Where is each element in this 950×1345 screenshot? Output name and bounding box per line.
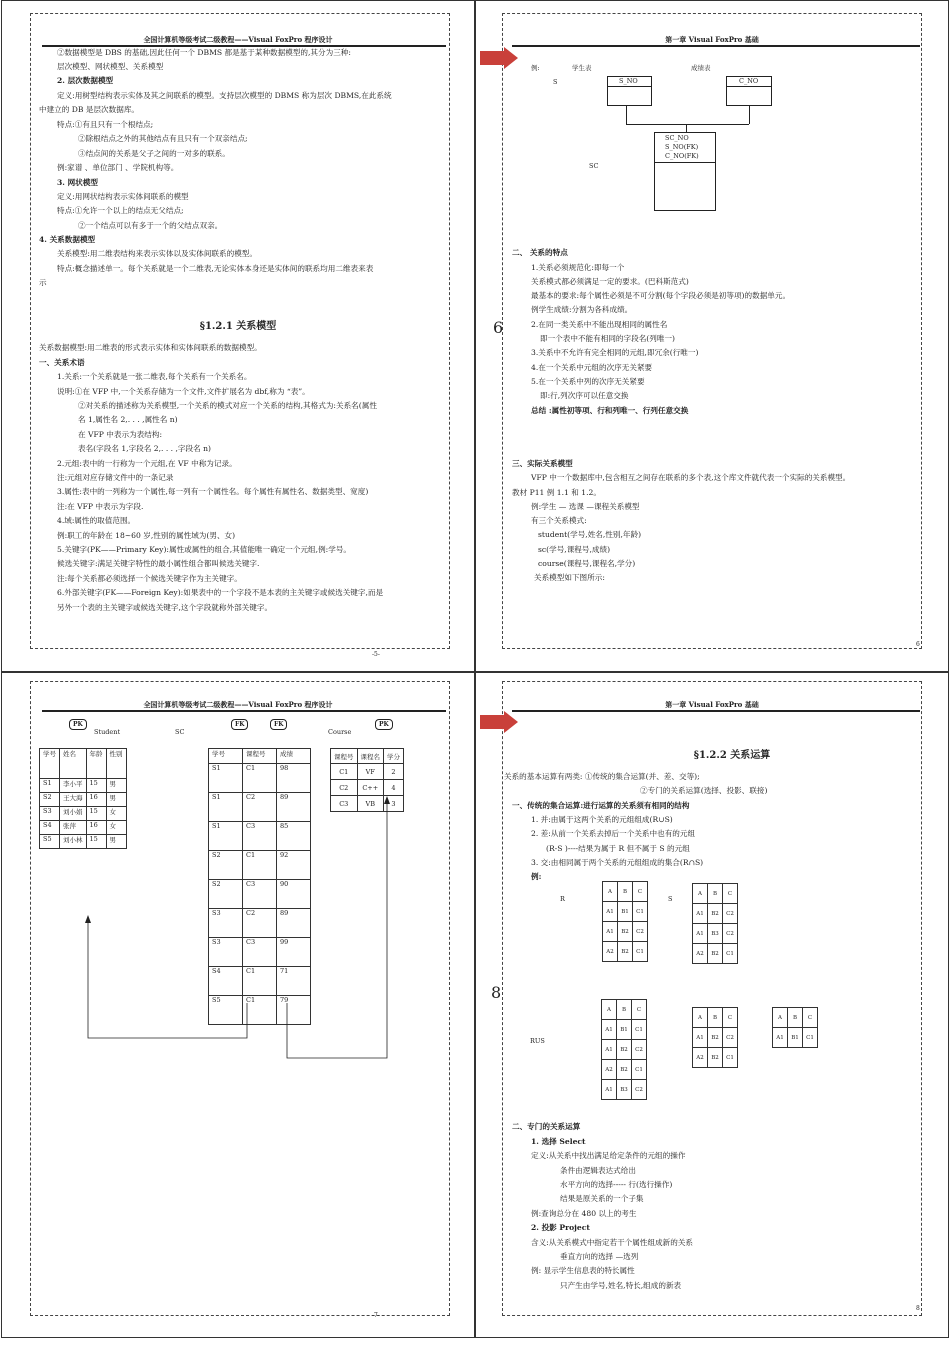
table-cell: 男 bbox=[106, 835, 126, 849]
text-line: 只产生由学号,姓名,特长,组成的新表 bbox=[560, 1281, 682, 1290]
table-header-cell: 学分 bbox=[384, 749, 404, 764]
text-line: 含义:从关系模式中指定若干个属性组成新的关系 bbox=[531, 1238, 694, 1247]
table-row bbox=[693, 924, 738, 944]
table-row bbox=[773, 1028, 818, 1048]
table-cell: A1 bbox=[602, 1080, 617, 1100]
section-title: §1.2.1 关系模型 bbox=[199, 321, 277, 332]
text-line: 例:学生 — 选课 —课程关系模型 bbox=[531, 502, 640, 511]
text-line: 定义:用网状结构表示实体间联系的模型 bbox=[57, 192, 189, 201]
text-line: 垂直方向的选择 —选列 bbox=[560, 1252, 639, 1261]
text-line: 关系模型如下图所示: bbox=[534, 573, 605, 582]
table-row bbox=[603, 902, 648, 922]
text-line: 6.外部关键字(FK——Foreign Key):如果表中的一个字段不是本表的主关键字或候选关键字,而是 bbox=[57, 588, 384, 597]
text-line: 例学生成绩:分割为各科成绩。 bbox=[531, 305, 633, 314]
table-cell: S3 bbox=[209, 909, 243, 938]
text-line: 关系数据模型:用二维表的形式表示实体和实体间联系的数据模型。 bbox=[39, 343, 262, 352]
table-cell: C1 bbox=[243, 851, 277, 880]
connector bbox=[626, 124, 749, 125]
text-line: 注:元组对应存储文件中的一条记录 bbox=[57, 473, 174, 482]
table-cell: S2 bbox=[40, 793, 60, 807]
table-cell: A1 bbox=[693, 904, 708, 924]
text-line: 4.在一个关系中元组的次序无关紧要 bbox=[531, 363, 653, 372]
table-cell: C2 bbox=[632, 1080, 647, 1100]
student-table-label: 学生表 bbox=[572, 64, 592, 72]
entity-box-c: C_NO bbox=[726, 76, 772, 106]
sc-table-title: SC bbox=[175, 728, 185, 736]
table-header-cell: A bbox=[693, 884, 708, 904]
table-cell: A1 bbox=[603, 902, 618, 922]
table-cell: S1 bbox=[40, 779, 60, 793]
entity-box-s: S_NO bbox=[607, 76, 652, 106]
s-label: S bbox=[553, 78, 558, 86]
relationship-arrows bbox=[2, 673, 475, 1338]
text-line: 二、专门的关系运算 bbox=[512, 1122, 581, 1131]
table-cell: 男 bbox=[106, 793, 126, 807]
table-cell: 15 bbox=[86, 779, 106, 793]
text-line: 表名(字段名 1,字段名 2,. . . ,字段名 n) bbox=[78, 444, 211, 453]
table-cell: A1 bbox=[603, 922, 618, 942]
table-cell: B2 bbox=[708, 1048, 723, 1068]
table-cell: C2 bbox=[331, 780, 358, 796]
table-row bbox=[693, 1028, 738, 1048]
table-cell: S1 bbox=[209, 822, 243, 851]
student-table-title: Student bbox=[94, 728, 121, 736]
text-line: 最基本的要求:每个属性必须是不可分割(每个字段必须是初等项)的数据单元。 bbox=[531, 291, 791, 300]
text-line: 候选关键字:满足关键字特性的最小属性组合都叫候选关键字. bbox=[57, 559, 260, 568]
table-cell: B2 bbox=[708, 944, 723, 964]
text-line: 二、 关系的特点 bbox=[512, 248, 568, 257]
relation-s-label: S bbox=[668, 895, 673, 903]
table-cell: S4 bbox=[209, 967, 243, 996]
text-line: 3. 网状模型 bbox=[57, 178, 98, 187]
page-header: 全国计算机等级考试二级教程——Visual FoxPro 程序设计 bbox=[143, 700, 333, 709]
text-line: 说明:①在 VFP 中,一个关系存储为一个文件,文件扩展名为 dbf,称为 “表”。 bbox=[57, 387, 310, 396]
table-cell: C2 bbox=[633, 922, 648, 942]
text-line: 层次模型、网状模型、关系模型 bbox=[57, 62, 164, 71]
page-number: -5- bbox=[372, 651, 380, 658]
text-line: 三、实际关系模型 bbox=[512, 459, 573, 468]
text-line: ③结点间的关系是父子之间的一对多的联系。 bbox=[78, 149, 230, 158]
table-header-row bbox=[602, 1000, 647, 1020]
table-cell: C2 bbox=[243, 793, 277, 822]
table-cell: A2 bbox=[603, 942, 618, 962]
pk-tag: PK bbox=[375, 719, 393, 730]
table-header-row bbox=[603, 882, 648, 902]
table-cell: C1 bbox=[803, 1028, 818, 1048]
text-line: 在 VFP 中表示为表结构: bbox=[78, 430, 162, 439]
sc-label: SC bbox=[589, 162, 599, 170]
table-cell: 刘小林 bbox=[60, 835, 87, 849]
text-line: 5.在一个关系中列的次序无关紧要 bbox=[531, 377, 645, 386]
text-line: 水平方向的选择----- 行(选行操作) bbox=[560, 1180, 673, 1189]
pk-tag: PK bbox=[69, 719, 87, 730]
text-line: 2. 差:从前一个关系去掉后一个关系中也有的元组 bbox=[531, 829, 696, 838]
table-cell: 男 bbox=[106, 779, 126, 793]
table-header-cell: C bbox=[803, 1008, 818, 1028]
text-line: 教材 P11 例 1.1 和 1.2。 bbox=[512, 488, 601, 497]
relation-s-table bbox=[692, 883, 738, 964]
page-5 bbox=[1, 0, 475, 672]
table-cell: 张萍 bbox=[60, 821, 87, 835]
table-cell: B3 bbox=[708, 924, 723, 944]
table-cell: C1 bbox=[243, 996, 277, 1025]
table-cell: B2 bbox=[617, 1040, 632, 1060]
table-header-cell: 成绩 bbox=[277, 749, 311, 764]
table-row bbox=[602, 1020, 647, 1040]
table-cell: C2 bbox=[632, 1040, 647, 1060]
text-line: 特点:概念描述单一。每个关系就是一个二维表,无论实体本身还是实体间的联系均用二维表来表 bbox=[57, 264, 374, 273]
table-cell: C1 bbox=[723, 944, 738, 964]
sc-field: SC_NO bbox=[665, 134, 689, 142]
table-cell: A1 bbox=[693, 1028, 708, 1048]
table-cell: B1 bbox=[618, 902, 633, 922]
text-line: 一、传统的集合运算:进行运算的关系须有相同的结构 bbox=[512, 801, 690, 810]
table-cell: C1 bbox=[331, 764, 358, 780]
text-line: ②专门的关系运算(选择、投影、联接) bbox=[640, 786, 768, 795]
text-line: 例: 显示学生信息表的特长属性 bbox=[531, 1266, 635, 1275]
text-line: 一、关系术语 bbox=[39, 358, 85, 367]
table-cell: S3 bbox=[40, 807, 60, 821]
sc-field: S_NO(FK) bbox=[665, 143, 699, 151]
table-header-row bbox=[693, 1008, 738, 1028]
table-cell: 89 bbox=[277, 909, 311, 938]
table-cell: C2 bbox=[723, 904, 738, 924]
table-cell: B2 bbox=[708, 1028, 723, 1048]
table-cell: C1 bbox=[632, 1020, 647, 1040]
table-cell: 85 bbox=[277, 822, 311, 851]
text-line: 例:职工的年龄在 18~60 岁,性别的属性域为(男、女) bbox=[57, 531, 236, 540]
text-line: 注:每个关系都必须选择一个候选关键字作为主关键字。 bbox=[57, 574, 242, 583]
text-line: 例: bbox=[531, 872, 542, 881]
table-cell: B2 bbox=[618, 922, 633, 942]
table-header-cell: 学号 bbox=[40, 749, 60, 779]
table-cell: B3 bbox=[617, 1080, 632, 1100]
table-header-cell: 学号 bbox=[209, 749, 243, 764]
table-cell: C2 bbox=[243, 909, 277, 938]
text-line: ②除根结点之外的其他结点有且只有一个双亲结点; bbox=[78, 134, 248, 143]
table-header-cell: C bbox=[723, 884, 738, 904]
table-header-cell: B bbox=[708, 1008, 723, 1028]
text-line: 2. 投影 Project bbox=[531, 1223, 590, 1232]
table-cell: 2 bbox=[384, 764, 404, 780]
intersection-table bbox=[772, 1007, 818, 1048]
table-cell: VF bbox=[357, 764, 384, 780]
text-line: 定义:从关系中找出满足给定条件的元组的操作 bbox=[531, 1151, 686, 1160]
table-cell: A1 bbox=[773, 1028, 788, 1048]
table-cell: B1 bbox=[617, 1020, 632, 1040]
table-header-cell: 课程名 bbox=[357, 749, 384, 764]
table-cell: 89 bbox=[277, 793, 311, 822]
table-cell: 3 bbox=[384, 796, 404, 812]
header-rule bbox=[512, 45, 920, 47]
table-cell: 王大海 bbox=[60, 793, 87, 807]
table-cell: C3 bbox=[243, 938, 277, 967]
table-cell: 92 bbox=[277, 851, 311, 880]
table-cell: A2 bbox=[693, 1048, 708, 1068]
page-number: 8 bbox=[916, 1305, 920, 1312]
union-table bbox=[601, 999, 647, 1100]
table-cell: C3 bbox=[243, 880, 277, 909]
table-row bbox=[693, 904, 738, 924]
text-line: 1. 选择 Select bbox=[531, 1137, 586, 1146]
table-cell: S4 bbox=[40, 821, 60, 835]
table-cell: C3 bbox=[331, 796, 358, 812]
table-cell: C1 bbox=[633, 902, 648, 922]
table-row bbox=[602, 1040, 647, 1060]
text-line: student(学号,姓名,性别,年龄) bbox=[538, 530, 642, 539]
text-line: 中建立的 DB 是层次数据库。 bbox=[39, 105, 140, 114]
fk-tag: FK bbox=[270, 719, 287, 730]
table-header-cell: A bbox=[603, 882, 618, 902]
table-cell: A2 bbox=[602, 1060, 617, 1080]
table-cell: B2 bbox=[708, 904, 723, 924]
text-line: 注:在 VFP 中表示为字段. bbox=[57, 502, 144, 511]
table-cell: S3 bbox=[209, 938, 243, 967]
text-line: 1. 并:由属于这两个关系的元组组成(R∪S) bbox=[531, 815, 673, 824]
page-number: -7- bbox=[372, 1312, 380, 1319]
table-cell: S2 bbox=[209, 851, 243, 880]
connector bbox=[626, 106, 627, 124]
table-cell: C2 bbox=[723, 1028, 738, 1048]
text-line: 特点:①有且只有一个根结点; bbox=[57, 120, 154, 129]
table-header-cell: C bbox=[633, 882, 648, 902]
text-line: 3.属性:表中的一列称为一个属性,每一列有一个属性名。每个属性有属性名、数据类型、宽度) bbox=[57, 487, 369, 496]
table-cell: 16 bbox=[86, 793, 106, 807]
text-line: 即一个表中不能有相同的字段名(列唯一) bbox=[540, 334, 676, 343]
table-header-cell: B bbox=[708, 884, 723, 904]
table-header-cell: A bbox=[693, 1008, 708, 1028]
text-line: 总结 :属性初等项、行和列唯一、行列任意交换 bbox=[531, 406, 689, 415]
table-cell: C1 bbox=[633, 942, 648, 962]
page-7 bbox=[1, 672, 475, 1338]
sc-field: C_NO(FK) bbox=[665, 152, 699, 160]
table-header-cell: B bbox=[618, 882, 633, 902]
table-header-cell: 课程号 bbox=[243, 749, 277, 764]
text-line: 2.元组:表中的一行称为一个元组,在 VF 中称为记录。 bbox=[57, 459, 237, 468]
text-line: 3.关系中不允许有完全相同的元组,即冗余(行唯一) bbox=[531, 348, 699, 357]
table-row bbox=[693, 944, 738, 964]
text-line: VFP 中一个数据库中,包含相互之间存在联系的多个表,这个库文件就代表一个实际的关系模型。 bbox=[531, 473, 851, 482]
text-line: 例:查询总分在 480 以上的考生 bbox=[531, 1209, 637, 1218]
text-line: course(课程号,课程名,学分) bbox=[538, 559, 636, 568]
table-header-cell: B bbox=[617, 1000, 632, 1020]
text-line: ②对关系的描述称为关系模型,一个关系的模式对应一个关系的结构,其格式为:关系名(属性 bbox=[78, 401, 377, 410]
page-header: 第一章 Visual FoxPro 基础 bbox=[665, 35, 759, 44]
relation-r-table bbox=[602, 881, 648, 962]
text-line: 有三个关系模式: bbox=[531, 516, 587, 525]
table-cell: C1 bbox=[243, 764, 277, 793]
text-line: (R-S )----结果为属于 R 但不属于 S 的元组 bbox=[546, 844, 690, 853]
table-cell: 李小平 bbox=[60, 779, 87, 793]
text-line: 2. 层次数据模型 bbox=[57, 76, 114, 85]
table-cell: A2 bbox=[693, 944, 708, 964]
text-line: 即:行,列次序可以任意交换 bbox=[540, 391, 629, 400]
text-line: 1.关系必须规范化:即每一个 bbox=[531, 263, 625, 272]
text-line: 关系的基本运算有两类: ①传统的集合运算(并、差、交等); bbox=[504, 772, 700, 781]
course-table-title: Course bbox=[328, 728, 352, 736]
text-line: 例:家谱 、单位部门 、学院机构等。 bbox=[57, 163, 179, 172]
table-cell: A1 bbox=[602, 1020, 617, 1040]
table-cell: C3 bbox=[243, 822, 277, 851]
table-cell: C1 bbox=[723, 1048, 738, 1068]
table-row bbox=[603, 922, 648, 942]
text-line: 关系模型:用二维表结构来表示实体以及实体间联系的模型。 bbox=[57, 249, 257, 258]
table-cell: C1 bbox=[632, 1060, 647, 1080]
text-line: 条件由逻辑表达式给出 bbox=[560, 1166, 636, 1175]
table-cell: 4 bbox=[384, 780, 404, 796]
example-label: 例: bbox=[531, 64, 540, 72]
table-cell: S2 bbox=[209, 880, 243, 909]
table-cell: S5 bbox=[209, 996, 243, 1025]
arrow-marker-icon bbox=[480, 711, 518, 733]
text-line: 名 1,属性名 2,. . . ,属性名 n) bbox=[78, 415, 178, 424]
table-header-row bbox=[773, 1008, 818, 1028]
table-cell: B1 bbox=[788, 1028, 803, 1048]
arrow-marker-icon bbox=[480, 47, 518, 69]
text-line: 3. 交:由相同属于两个关系的元组组成的集合(R∩S) bbox=[531, 858, 704, 867]
table-cell: 15 bbox=[86, 807, 106, 821]
text-line: 定义:用树型结构表示实体及其之间联系的模型。支持层次模型的 DBMS 称为层次 DBMS,在此系统 bbox=[57, 91, 392, 100]
table-cell: 刘小娟 bbox=[60, 807, 87, 821]
difference-table bbox=[692, 1007, 738, 1068]
table-cell: C++ bbox=[357, 780, 384, 796]
table-row bbox=[693, 1048, 738, 1068]
table-cell: S1 bbox=[209, 793, 243, 822]
table-row bbox=[602, 1060, 647, 1080]
table-cell: C2 bbox=[723, 924, 738, 944]
text-line: 关系模式都必须满足一定的要求。(巴科斯范式) bbox=[531, 277, 689, 286]
table-cell: S5 bbox=[40, 835, 60, 849]
text-line: ②一个结点可以有多于一个的父结点双亲。 bbox=[78, 221, 223, 230]
table-cell: 15 bbox=[86, 835, 106, 849]
text-line: 2.在同一类关系中不能出现相同的属性名 bbox=[531, 320, 668, 329]
text-line: sc(学号,课程号,成绩) bbox=[538, 545, 611, 554]
table-cell: 98 bbox=[277, 764, 311, 793]
side-page-number: 6 bbox=[493, 318, 504, 337]
text-line: 4. 关系数据模型 bbox=[39, 235, 96, 244]
side-page-number: 8 bbox=[491, 983, 502, 1002]
table-cell: B2 bbox=[618, 942, 633, 962]
table-cell: A1 bbox=[602, 1040, 617, 1060]
section-title: §1.2.2 关系运算 bbox=[693, 750, 771, 761]
table-cell: A1 bbox=[693, 924, 708, 944]
entity-box-sc bbox=[654, 132, 716, 211]
table-header-cell: C bbox=[632, 1000, 647, 1020]
table-header-cell: 性别 bbox=[106, 749, 126, 779]
text-line: 5.关键字(PK——Primary Key):属性或属性的组合,其值能唯一确定一个元组,例:学号。 bbox=[57, 545, 352, 554]
table-cell: S1 bbox=[209, 764, 243, 793]
table-cell: 79 bbox=[277, 996, 311, 1025]
table-cell: C1 bbox=[243, 967, 277, 996]
text-line: ②数据模型是 DBS 的基础,因此任何一个 DBMS 都是基于某种数据模型的,其分为三种: bbox=[57, 48, 351, 57]
page-6 bbox=[475, 0, 949, 672]
table-row bbox=[603, 942, 648, 962]
table-cell: B2 bbox=[617, 1060, 632, 1080]
page-8 bbox=[475, 672, 949, 1338]
page-header: 全国计算机等级考试二级教程——Visual FoxPro 程序设计 bbox=[143, 35, 333, 44]
text-line: 4.域:属性的取值范围。 bbox=[57, 516, 136, 525]
table-row bbox=[602, 1080, 647, 1100]
text-line: 1.关系:一个关系就是一张二维表,每个关系有一个关系名。 bbox=[57, 372, 252, 381]
table-cell: 女 bbox=[106, 807, 126, 821]
relation-r-label: R bbox=[560, 895, 565, 903]
page-number: 6 bbox=[916, 641, 920, 648]
connector bbox=[749, 106, 750, 124]
table-header-cell: 姓名 bbox=[60, 749, 87, 779]
table-cell: 16 bbox=[86, 821, 106, 835]
text-line: 结果是原关系的一个子集 bbox=[560, 1194, 644, 1203]
table-header-cell: C bbox=[723, 1008, 738, 1028]
header-rule bbox=[512, 710, 920, 712]
text-line: 特点:①允许一个以上的结点无父结点; bbox=[57, 206, 184, 215]
table-header-cell: A bbox=[773, 1008, 788, 1028]
table-header-cell: 年龄 bbox=[86, 749, 106, 779]
text-line: 示 bbox=[39, 278, 47, 287]
table-cell: 90 bbox=[277, 880, 311, 909]
score-table-label: 成绩表 bbox=[691, 64, 711, 72]
union-label: RUS bbox=[530, 1037, 545, 1045]
table-cell: 71 bbox=[277, 967, 311, 996]
page-header: 第一章 Visual FoxPro 基础 bbox=[665, 700, 759, 709]
table-cell: 女 bbox=[106, 821, 126, 835]
table-cell: 99 bbox=[277, 938, 311, 967]
table-header-cell: B bbox=[788, 1008, 803, 1028]
table-header-cell: 课程号 bbox=[331, 749, 358, 764]
text-line: 另外一个表的主关键字或候选关键字,这个字段就称外部关键字。 bbox=[57, 603, 273, 612]
table-header-row bbox=[693, 884, 738, 904]
table-header-cell: A bbox=[602, 1000, 617, 1020]
table-cell: VB bbox=[357, 796, 384, 812]
fk-tag: FK bbox=[231, 719, 248, 730]
